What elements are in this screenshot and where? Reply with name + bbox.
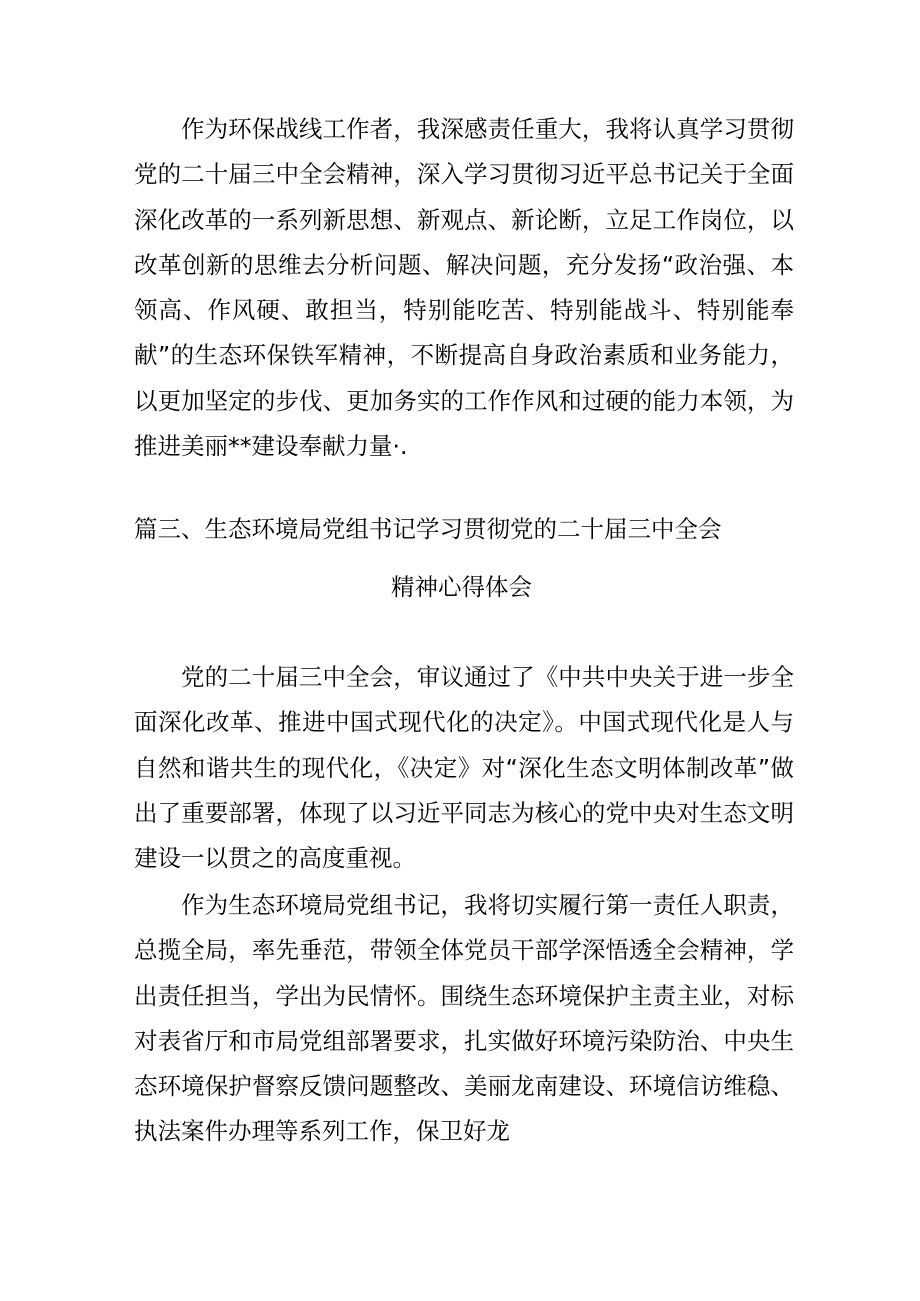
- body-paragraph: 作为环保战线工作者，我深感责任重大，我将认真学习贯彻党的二十届三中全会精神，深入学习贯彻习近平总书记关于全面深化改革的一系列新思想、新观点、新论断，立足工作岗位，以改革创新的思维去分析问题、解决问题，充分发扬“政治强、本领高、作风硬、敢担当，特别能吃苦、特别能战斗、特别能奉献”的生态环保铁军精神，不断提高自身政治素质和业务能力，以更加坚定的步伐、更加务实的工作作风和过硬的能力本领，为推进美丽**建设奉献力量·.: [134, 115, 794, 461]
- body-paragraph: 党的二十届三中全会，审议通过了《中共中央关于进一步全面深化改革、推进中国式现代化的决定》。中国式现代化是人与自然和谐共生的现代化，《决定》对“深化生态文明体制改革”做出了重要部署，体现了以习近平同志为核心的党中央对生态文明建设一以贯之的高度重视。: [134, 663, 794, 873]
- body-paragraph: 作为生态环境局党组书记，我将切实履行第一责任人职责，总揽全局，率先垂范，带领全体党员干部学深悟透全会精神，学出责任担当，学出为民情怀。围绕生态环境保护主责主业，对标对表省厅和市局党组部署要求，扎实做好环境污染防治、中央生态环境保护督察反馈问题整改、美丽龙南建设、环境信访维稳、执法案件办理等系列工作，保卫好龙: [134, 891, 794, 1146]
- section-heading-line-2: 精神心得体会: [391, 573, 532, 601]
- section-heading-line-1: 篇三、生态环境局党组书记学习贯彻党的二十届三中全会: [134, 515, 722, 543]
